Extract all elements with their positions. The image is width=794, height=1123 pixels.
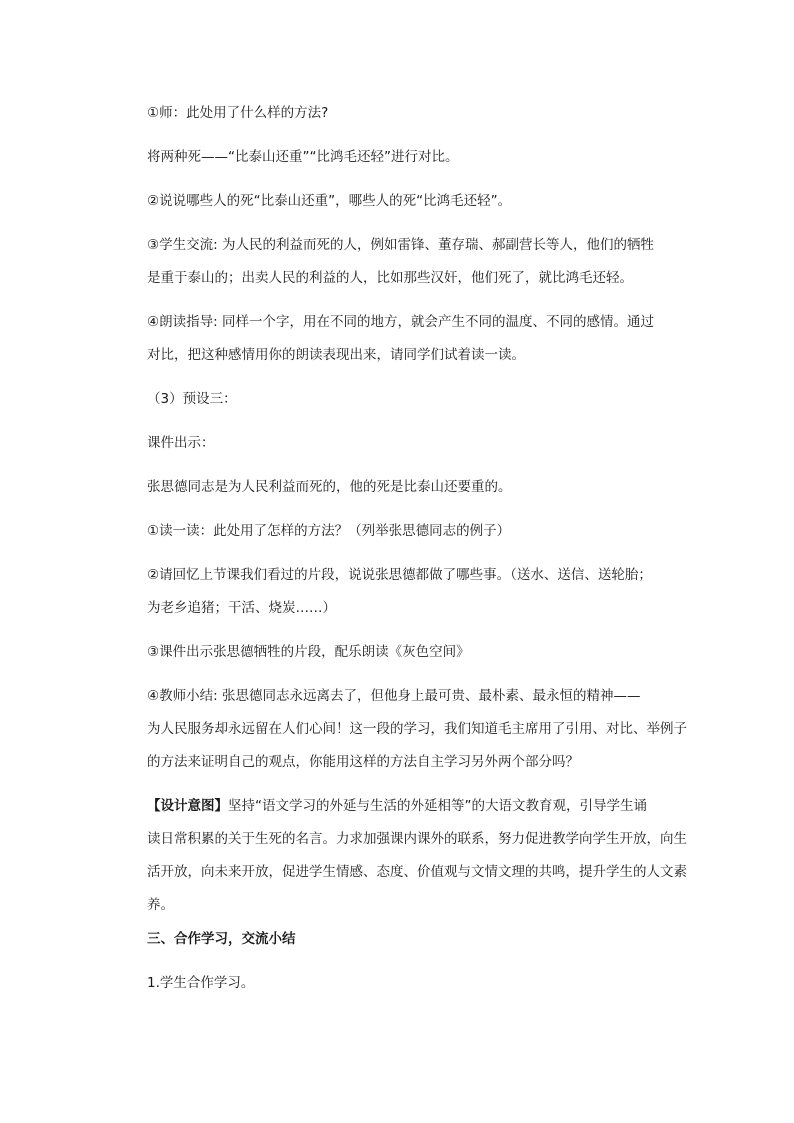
text-line: ④教师小结: 张思德同志永远离去了，但他身上最可贵、最朴素、最永恒的精神—— [147, 688, 641, 704]
paragraph-read-question [147, 515, 657, 548]
text-line: 的方法来证明自己的观点，你能用这样的方法自主学习另外两个部分吗？ [147, 754, 579, 770]
text-line: 将两种死——“比泰山还重”“比鸿毛还轻”进行对比。 [147, 149, 459, 165]
paragraph-cooperative-learning [147, 967, 657, 1000]
text-line: ④朗读指导: 同样一个字，用在不同的地方，就会产生不同的温度、不同的感情。通过 [147, 314, 654, 330]
paragraph-design-intent [147, 790, 687, 922]
design-intent-label: 【设计意图】 [147, 798, 228, 814]
paragraph-teacher-summary [147, 680, 687, 779]
text-line: 1.学生合作学习。 [147, 975, 255, 991]
text-line: ②说说哪些人的死“比泰山还重”，哪些人的死“比鸿毛还轻”。 [147, 193, 512, 209]
paragraph-preset-three [147, 383, 657, 416]
text-line: 养。 [147, 897, 174, 913]
paragraph-teacher-question [147, 97, 657, 130]
text-line: 读日常积累的关于生死的名言。力求加强课内课外的联系，努力促进教学向学生开放，向生 [147, 831, 687, 847]
paragraph-sacrifice-clip [147, 636, 657, 669]
paragraph-courseware [147, 427, 657, 460]
paragraph-recall [147, 559, 657, 625]
text-line: ①读一读：此处用了怎样的方法？（列举张思德同志的例子） [147, 523, 511, 539]
text-line: ②请回忆上节课我们看过的片段，说说张思德都做了哪些事。（送水、送信、送轮胎； [147, 567, 652, 583]
paragraph-discuss [147, 185, 657, 218]
text-line: 是重于泰山的；出卖人民的利益的人，比如那些汉奸，他们死了，就比鸿毛还轻。 [147, 270, 633, 286]
text-line: 对比，把这种感情用你的朗读表现出来，请同学们试着读一读。 [147, 347, 525, 363]
text-line: 为人民服务却永远留在人们心间！这一段的学习，我们知道毛主席用了引用、对比、举例子 [147, 721, 687, 737]
section-heading [147, 923, 657, 956]
heading-text: 三、合作学习，交流小结 [147, 931, 296, 947]
text-line: 课件出示： [147, 435, 215, 451]
design-intent-text: 坚持“语文学习的外延与生活的外延相等”的大语文教育观，引导学生诵 [228, 798, 647, 814]
text-line: （3）预设三： [147, 391, 237, 407]
text-line: 为老乡追猪；干活、烧炭……） [147, 600, 336, 616]
text-line: ③学生交流: 为人民的利益而死的人，例如雷锋、董存瑞、郝副营长等人，他们的牺牲 [147, 237, 654, 253]
text-line: 活开放，向未来开放，促进学生情感、态度、价值观与文情文理的共鸣，提升学生的人文素 [147, 864, 687, 880]
text-line: ①师：此处用了什么样的方法? [147, 105, 329, 121]
paragraph-student-exchange [147, 229, 657, 295]
paragraph-reading-guide [147, 306, 657, 372]
paragraph-contrast [147, 141, 657, 174]
paragraph-quote [147, 471, 657, 504]
text-line: 张思德同志是为人民利益而死的，他的死是比泰山还要重的。 [147, 479, 512, 495]
text-line: ③课件出示张思德牺牲的片段，配乐朗读《灰色空间》 [147, 644, 470, 660]
text-line [147, 790, 657, 823]
